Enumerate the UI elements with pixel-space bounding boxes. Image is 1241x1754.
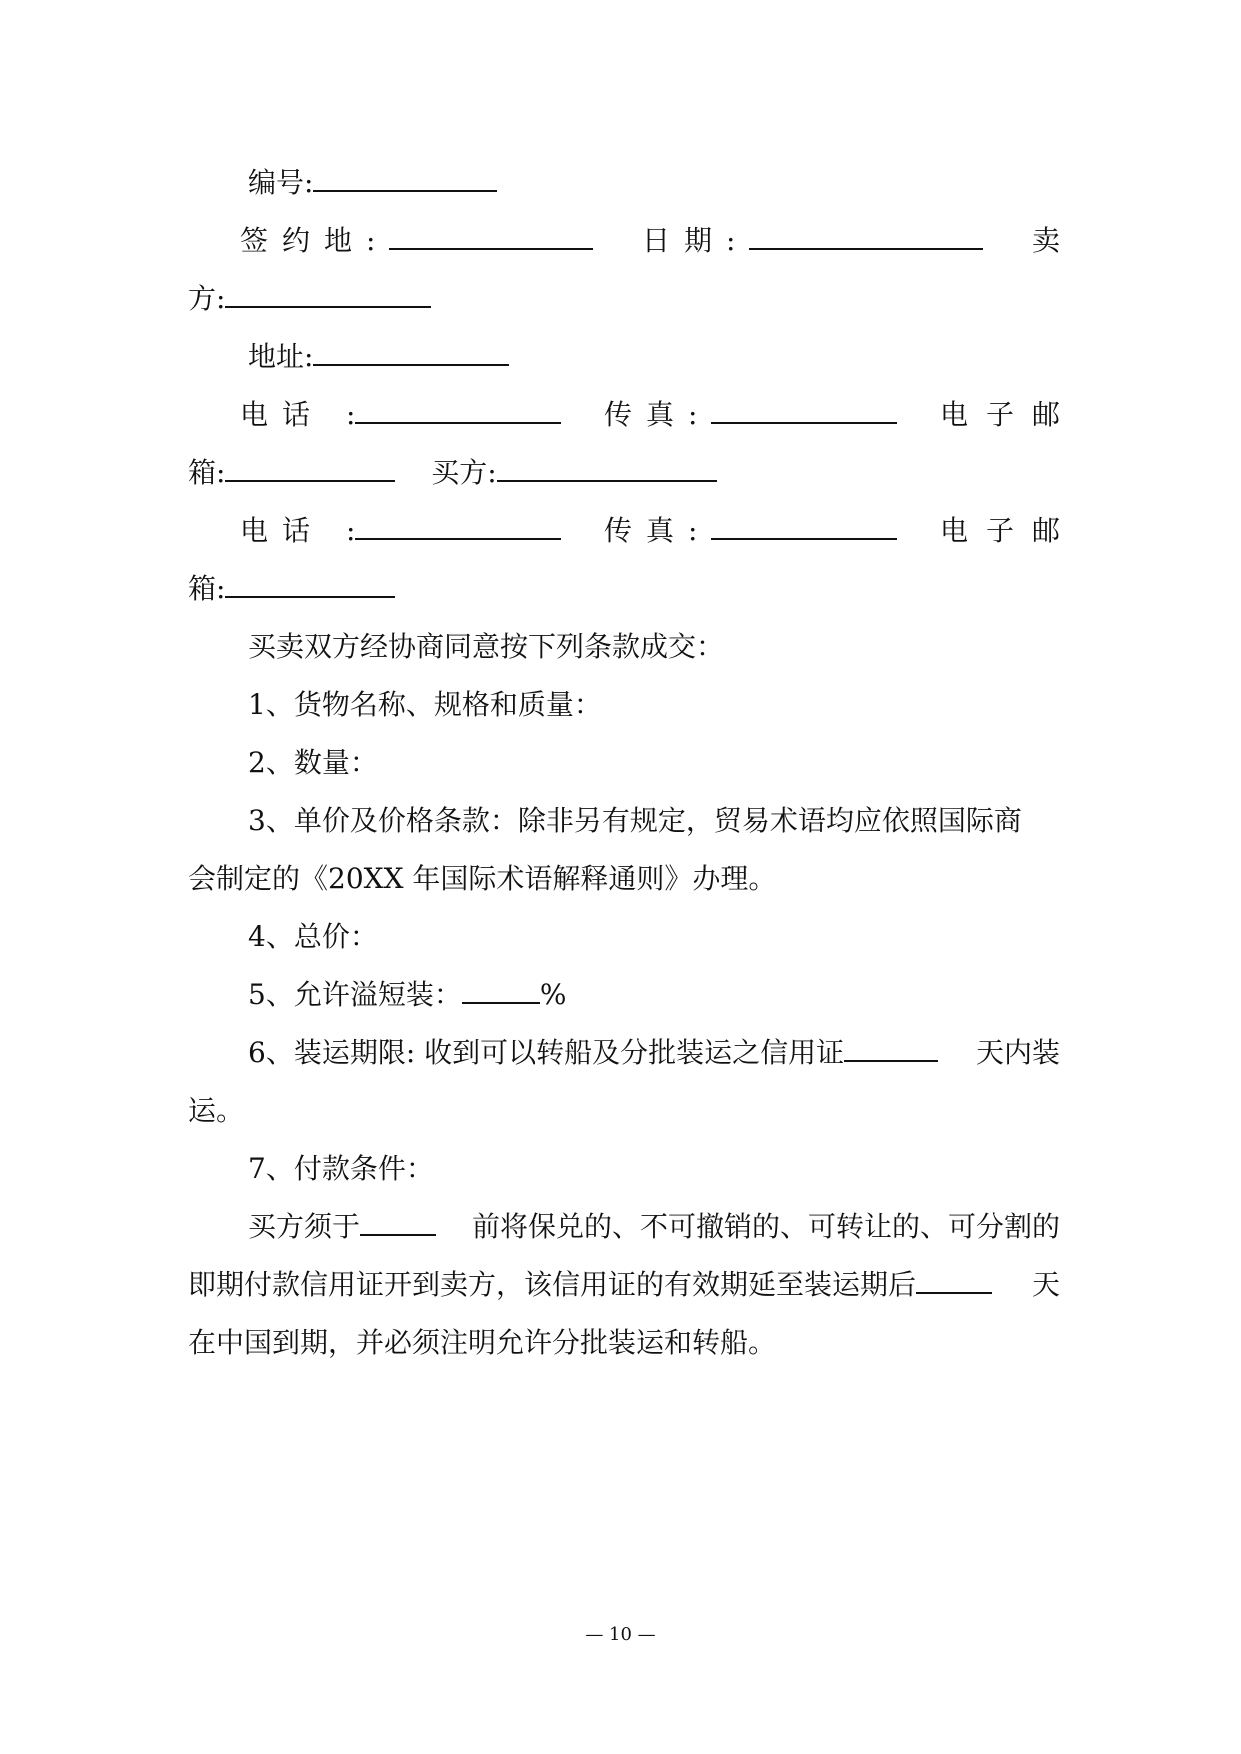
payment-line-1 — [188, 1194, 1060, 1260]
buyer-phone-label: 电话 — [240, 514, 325, 547]
payment-line-3: 在中国到期，并必须注明允许分批装运和转船。 — [188, 1326, 777, 1359]
seller-blank — [225, 306, 431, 308]
seller-email-buyer-line — [188, 440, 1060, 506]
clause-2: 2、数量： — [248, 746, 378, 779]
clause-4: 4、总价： — [248, 920, 378, 953]
seller-line — [188, 266, 1060, 332]
number-label: 编号: — [248, 166, 314, 199]
payment-date-blank — [360, 1234, 436, 1236]
sign-place-label: 签约地: — [240, 224, 390, 257]
clause-6-line-1 — [188, 1020, 1060, 1086]
clause-6-line-2: 运。 — [188, 1094, 245, 1127]
buyer-email-label-a: 电子邮 — [939, 514, 1078, 547]
clause-5 — [188, 962, 1060, 1028]
clause-6-prefix: 6、装运期限: 收到可以转船及分批装运之信用证 — [248, 1036, 845, 1069]
payment-line-1-suffix: 前将保兑的、不可撤销的、可转让的、可分割的 — [471, 1210, 1060, 1243]
payment-line-2-prefix: 即期付款信用证开到卖方，该信用证的有效期延至装运期后 — [188, 1268, 917, 1301]
seller-phone-blank — [355, 422, 561, 424]
buyer-fax-blank — [711, 538, 897, 540]
buyer-phone-colon: : — [346, 514, 356, 547]
clause-5-suffix: % — [539, 978, 567, 1011]
buyer-email-label-b: 箱: — [188, 572, 226, 605]
clause-5-prefix: 5、允许溢短装： — [248, 978, 462, 1011]
sign-place-date-line — [188, 208, 1060, 274]
shipment-days-blank — [844, 1060, 938, 1062]
number-blank — [313, 190, 497, 192]
sign-place-blank — [389, 248, 593, 250]
intro-paragraph: 买卖双方经协商同意按下列条款成交： — [248, 630, 725, 663]
date-blank — [749, 248, 983, 250]
clause-1: 1、货物名称、规格和质量： — [248, 688, 602, 721]
buyer-blank — [497, 480, 717, 482]
seller-fax-blank — [711, 422, 897, 424]
payment-line-1-prefix: 买方须于 — [248, 1210, 361, 1243]
seller-contact-line — [188, 382, 1078, 448]
buyer-fax-label: 传真: — [604, 514, 712, 547]
address-blank — [313, 364, 509, 366]
clause-3-line-2: 会制定的《20XX 年国际术语解释通则》办理。 — [188, 862, 777, 895]
address-line — [188, 324, 1060, 390]
buyer-email-line — [188, 556, 1060, 622]
payment-line-2 — [188, 1252, 1060, 1318]
overflow-percent-blank — [462, 1002, 540, 1004]
seller-fax-label: 传真: — [604, 398, 712, 431]
date-label: 日期: — [642, 224, 750, 257]
lc-validity-days-blank — [916, 1292, 992, 1294]
number-line — [188, 150, 1060, 216]
clause-6-suffix: 天内装 — [975, 1036, 1060, 1069]
seller-phone-label: 电话 — [240, 398, 325, 431]
buyer-phone-blank — [355, 538, 561, 540]
buyer-contact-line — [188, 498, 1078, 564]
clause-3-line-1: 3、单价及价格条款：除非另有规定，贸易术语均应依照国际商 — [248, 804, 1022, 837]
seller-email-blank — [225, 480, 395, 482]
seller-email-label-a: 电子邮 — [939, 398, 1078, 431]
clause-7: 7、付款条件： — [248, 1152, 434, 1185]
seller-label-b: 方: — [188, 282, 226, 315]
seller-phone-colon: : — [346, 398, 356, 431]
buyer-email-blank — [225, 596, 395, 598]
payment-line-2-suffix: 天 — [1031, 1268, 1060, 1301]
buyer-label: 买方: — [431, 456, 497, 489]
seller-email-label-b: 箱: — [188, 456, 226, 489]
address-label: 地址: — [248, 340, 314, 373]
seller-label-a: 卖 — [1032, 224, 1061, 257]
page-number: — 10 — — [585, 1624, 656, 1645]
